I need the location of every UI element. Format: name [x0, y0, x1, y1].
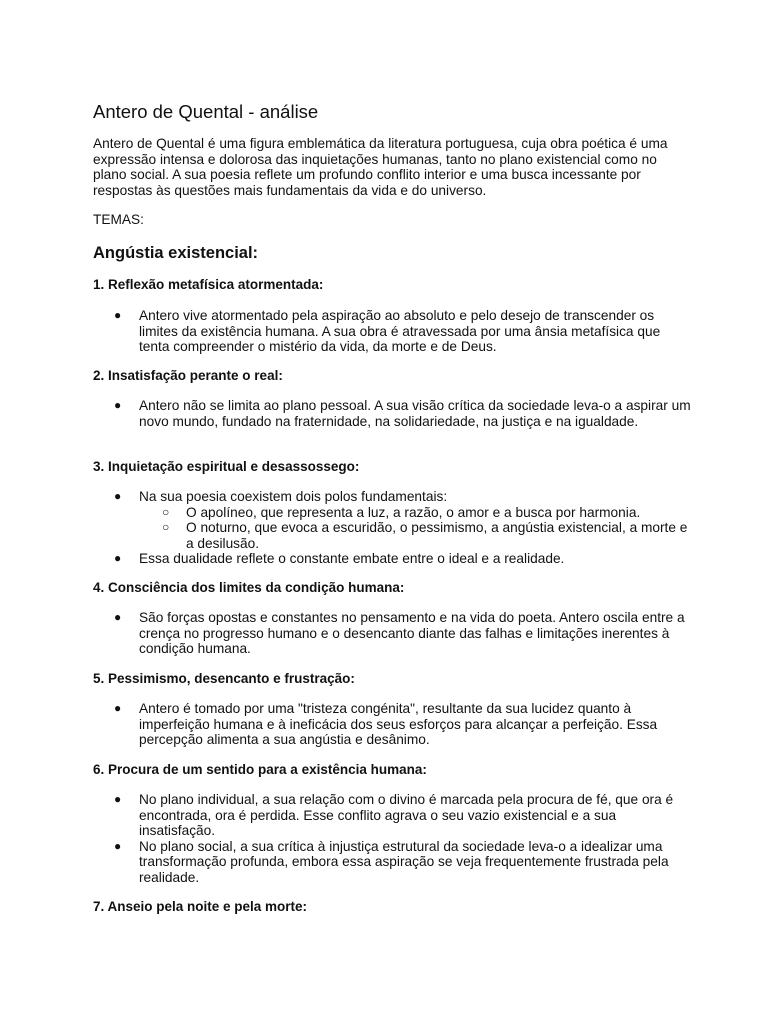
bullet-icon: ●: [114, 551, 122, 566]
section-list-2: [93, 398, 693, 429]
section-list-6: [93, 792, 693, 886]
list-item: [93, 701, 693, 748]
section-heading-2: 2. Insatisfação perante o real:: [93, 368, 283, 383]
section-subtitle: Angústia existencial:: [93, 244, 259, 262]
section-list-4: [93, 610, 693, 657]
bullet-icon: ●: [114, 792, 122, 806]
bullet-icon: ●: [114, 308, 122, 322]
bullet-icon: ●: [114, 701, 122, 715]
list-item-text: No plano individual, a sua relação com o divino é marcada pela procura de fé, que ora é encontrada, ora é perdida. Esse conflito agrava o seu vazio existencial e a sua insatisfação.: [139, 792, 674, 839]
list-item: [93, 610, 693, 657]
circle-bullet-icon: ○: [162, 520, 170, 535]
bullet-icon: ●: [114, 838, 122, 853]
section-heading-6: 6. Procura de um sentido para a existência humana:: [93, 762, 427, 777]
list-item-text: Antero vive atormentado pela aspiração ao absoluto e pelo desejo de transcender os limites da existência humana. A sua obra é atravessada por uma ânsia metafísica que tenta compreender o mistério da vida, da morte e de Deus.: [139, 308, 661, 355]
section-heading-1: 1. Reflexão metafísica atormentada:: [93, 277, 324, 292]
section-list-3: [93, 489, 693, 567]
list-item-text: Essa dualidade reflete o constante embate entre o ideal e a realidade.: [139, 551, 565, 567]
section-heading-3: 3. Inquietação espiritual e desassossego:: [93, 459, 360, 474]
intro-paragraph: Antero de Quental é uma figura emblemática da literatura portuguesa, cuja obra poética é uma expressão intensa e dolorosa das inquietações humanas, tanto no plano existencial como no plano social. A sua poesia reflete um profundo conflito interior e uma busca incessante por respostas às questões mais fundamentais da vida e do universo.: [93, 136, 668, 198]
list-item-text: Antero não se limita ao plano pessoal. A sua visão crítica da sociedade leva-o a aspirar um novo mundo, fundado na fraternidade, na solidariedade, na justiça e na igualdade.: [139, 398, 691, 429]
temas-label: TEMAS:: [93, 212, 144, 227]
list-item: [93, 839, 693, 886]
sub-list-item: [93, 520, 693, 551]
list-item: [93, 308, 693, 355]
circle-bullet-icon: ○: [162, 504, 170, 519]
list-item-text: Na sua poesia coexistem dois polos fundamentais:: [139, 489, 448, 504]
list-item-text: No plano social, a sua crítica à injustiça estrutural da sociedade leva-o a idealizar uma transformação profunda, embora essa aspiração se veja frequentemente frustrada pela realidade.: [139, 838, 669, 885]
sub-list-item-text: O noturno, que evoca a escuridão, o pessimismo, a angústia existencial, a morte e a desilusão.: [186, 520, 688, 551]
section-list-5: [93, 701, 693, 748]
section-heading-4: 4. Consciência dos limites da condição humana:: [93, 580, 405, 595]
list-item: [93, 489, 693, 505]
bullet-icon: ●: [114, 398, 122, 412]
sub-list-item-text: O apolíneo, que representa a luz, a razão, o amor e a busca por harmonia.: [186, 504, 641, 520]
list-item-text: Antero é tomado por uma "tristeza congénita", resultante da sua lucidez quanto à imperfeição humana e à ineficácia dos seus esforços para alcançar a perfeição. Essa percepção alimenta a sua angústia e desânimo.: [139, 701, 658, 748]
bullet-icon: ●: [114, 489, 122, 503]
list-item: [93, 551, 693, 567]
list-item: [93, 792, 693, 839]
section-list-1: [93, 308, 693, 355]
bullet-icon: ●: [114, 610, 122, 624]
sub-list-item: [93, 505, 693, 521]
section-heading-7: 7. Anseio pela noite e pela morte:: [93, 899, 308, 914]
list-item-text: São forças opostas e constantes no pensamento e na vida do poeta. Antero oscila entre a crença no progresso humano e o desencanto diante das falhas e limitações inerentes à condição humana.: [139, 610, 685, 657]
list-item: [93, 398, 693, 429]
section-heading-5: 5. Pessimismo, desencanto e frustração:: [93, 671, 355, 686]
document-title: Antero de Quental - análise: [93, 101, 319, 122]
